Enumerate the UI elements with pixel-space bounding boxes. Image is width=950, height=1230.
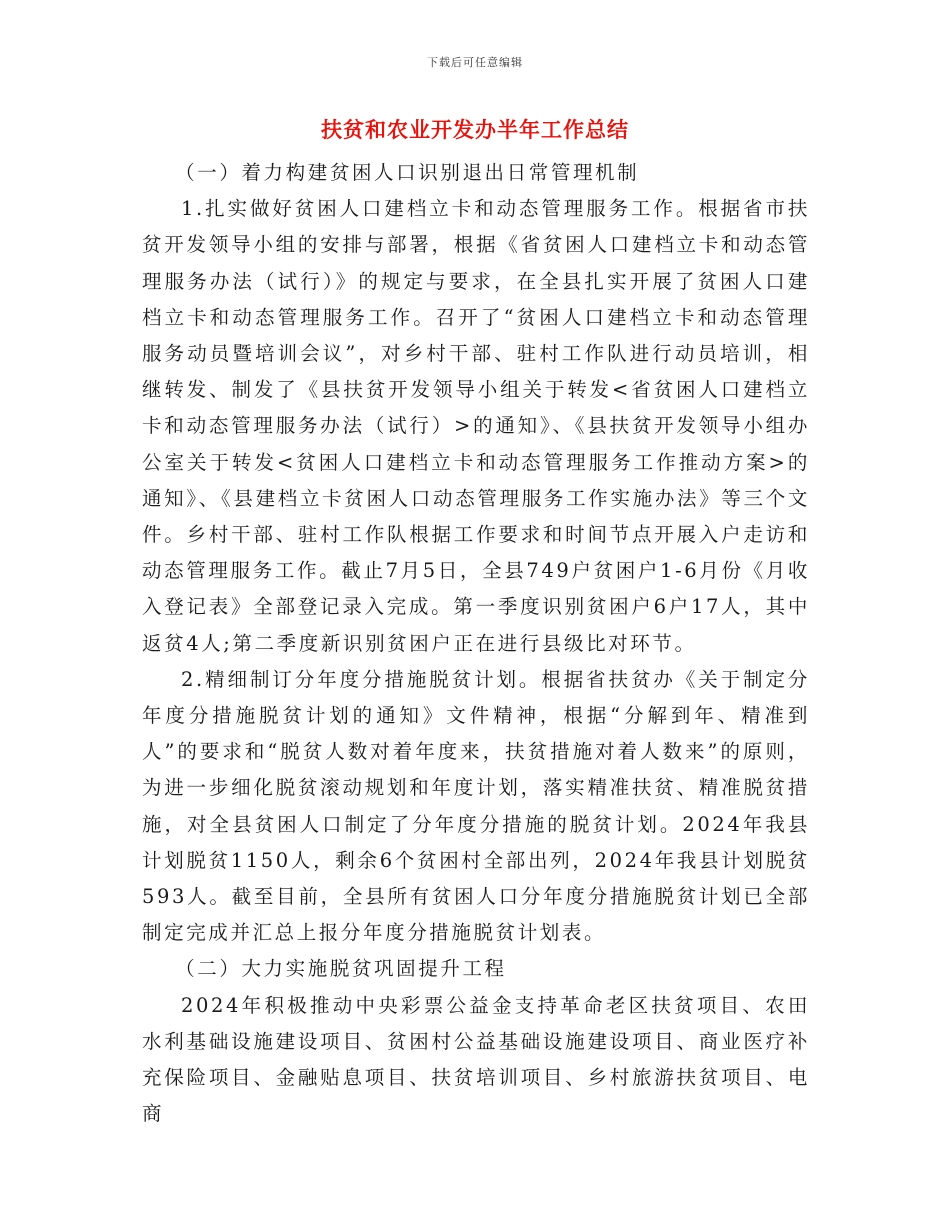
paragraph-3: 2024年积极推动中央彩票公益金支持革命老区扶贫项目、农田水利基础设施建设项目、贫困村公益基础设施建设项目、商业医疗补充保险项目、金融贴息项目、扶贫培训项目、乡村旅游扶贫项目、电商 bbox=[142, 993, 810, 1126]
paragraph-1: 1.扎实做好贫困人口建档立卡和动态管理服务工作。根据省市扶贫开发领导小组的安排与部署，根据《省贫困人口建档立卡和动态管理服务办法（试行）》的规定与要求，在全县扎实开展了贫困人口建档立卡和动态管理服务工作。召开了“贫困人口建档立卡和动态管理服务动员暨培训会议”，对乡村干部、驻村工作队进行动员培训，相继转发、制发了《县扶贫开发领导小组关于转发<省贫困人口建档立卡和动态管理服务办法（试行）>的通知》、《县扶贫开发领导小组办公室关于转发<贫困人口建档立卡和动态管理服务工作推动方案>的通知》、《县建档立卡贫困人口动态管理服务工作实施办法》等三个文件。乡村干部、驻村工作队根据工作要求和时间节点开展入户走访和动态管理服务工作。截止7月5日，全县749户贫困户1-6月份《月收入登记表》全部登记录入完成。第一季度识别贫困户6户17人，其中返贫4人;第二季度新识别贫困户正在进行县级比对环节。 bbox=[142, 197, 810, 655]
document-body bbox=[142, 155, 810, 1132]
section-heading-1: （一）着力构建贫困人口识别退出日常管理机制 bbox=[175, 161, 640, 184]
section-heading-2: （二）大力实施脱贫巩固提升工程 bbox=[175, 957, 507, 981]
page-header-note: 下载后可任意编辑 bbox=[427, 56, 523, 69]
paragraph-2: 2.精细制订分年度分措施脱贫计划。根据省扶贫办《关于制定分年度分措施脱贫计划的通知》文件精神，根据“分解到年、精准到人”的要求和“脱贫人数对着年度来，扶贫措施对着人数来”的原则，为进一步细化脱贫滚动规划和年度计划，落实精准扶贫、精准脱贫措施，对全县贫困人口制定了分年度分措施的脱贫计划。2024年我县计划脱贫1150人，剩余6个贫困村全部出列，2024年我县计划脱贫593人。截至目前，全县所有贫困人口分年度分措施脱贫计划已全部制定完成并汇总上报分年度分措施脱贫计划表。 bbox=[142, 667, 810, 945]
document-title: 扶贫和农业开发办半年工作总结 bbox=[321, 118, 629, 142]
